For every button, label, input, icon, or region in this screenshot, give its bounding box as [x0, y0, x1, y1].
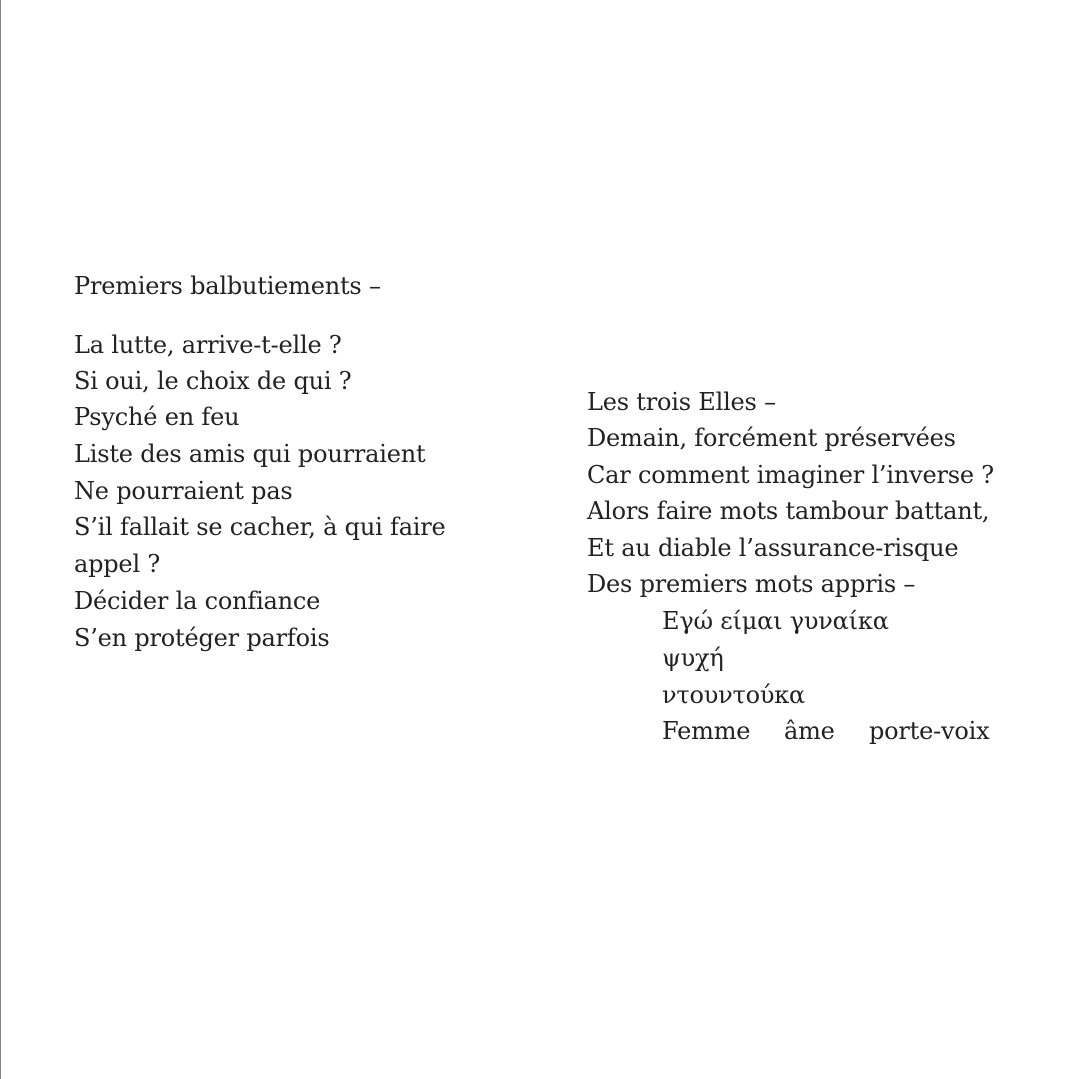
left-poem-line: Liste des amis qui pourraient — [74, 440, 426, 468]
greek-line: ντουντούκα — [662, 681, 806, 709]
right-poem-line: Des premiers mots appris – — [587, 570, 916, 598]
greek-line: ψυχή — [662, 644, 724, 672]
left-poem-line: Psyché en feu — [74, 403, 240, 431]
final-word: porte-voix — [869, 717, 990, 745]
left-poem-line: Si oui, le choix de qui ? — [74, 367, 352, 395]
right-poem-line: Car comment imaginer l’inverse ? — [587, 461, 994, 489]
final-word: Femme — [662, 717, 751, 745]
final-words-line — [662, 713, 1002, 749]
left-poem-line: appel ? — [74, 550, 161, 578]
left-poem-line: S’il fallait se cacher, à qui faire — [74, 513, 446, 541]
right-poem-line: Et au diable l’assurance-risque — [587, 534, 959, 562]
left-poem-title: Premiers balbutiements – — [74, 272, 381, 300]
left-poem-line: S’en protéger parfois — [74, 624, 330, 652]
left-poem-line: La lutte, arrive-t-elle ? — [74, 331, 342, 359]
right-poem-line: Demain, forcément préservées — [587, 424, 956, 452]
right-poem-title: Les trois Elles – — [587, 388, 776, 416]
left-poem-line: Ne pourraient pas — [74, 477, 293, 505]
right-poem-line: Alors faire mots tambour battant, — [587, 497, 990, 525]
left-poem-line: Décider la confiance — [74, 587, 321, 615]
greek-line: Εγώ είμαι γυναίκα — [662, 607, 889, 635]
final-word: âme — [784, 717, 835, 745]
